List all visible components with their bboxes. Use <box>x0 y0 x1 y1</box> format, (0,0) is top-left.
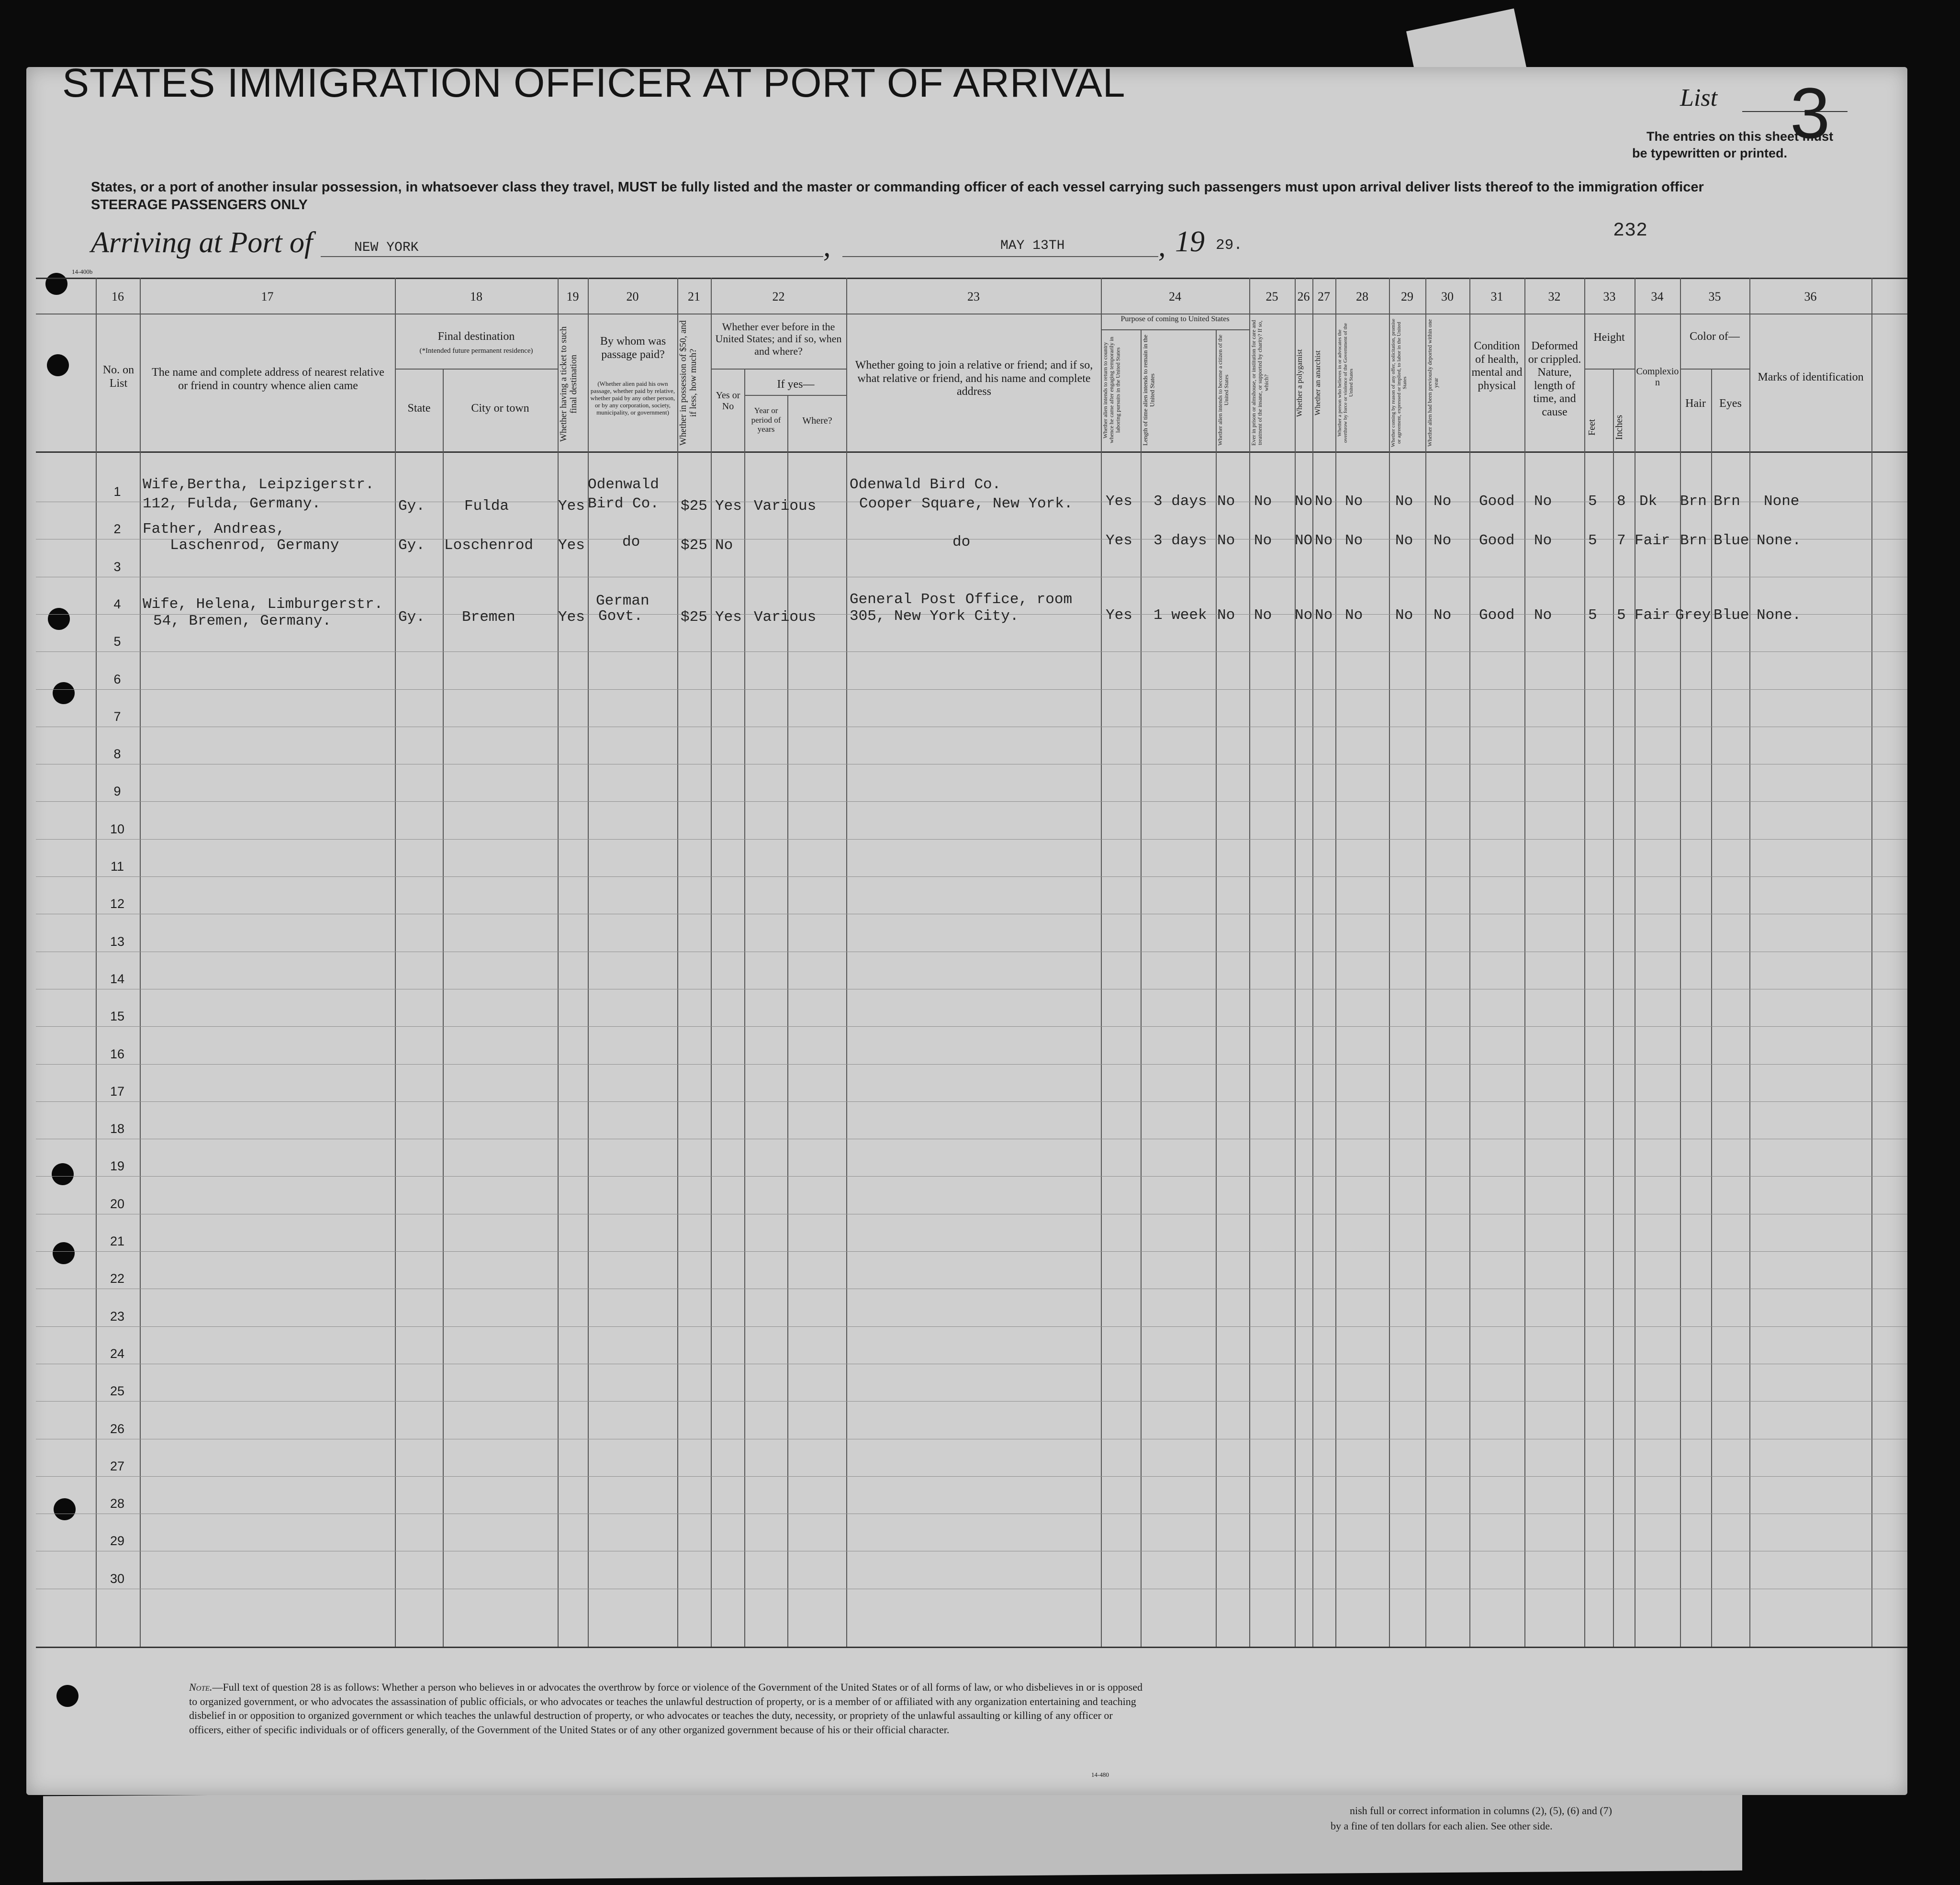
column-rule <box>1335 278 1336 1647</box>
header-ticket: Whether having a ticket to such final destination <box>559 326 579 442</box>
row-number: 14 <box>110 972 125 986</box>
row-rule <box>36 1176 1907 1177</box>
subheader-rule <box>711 369 846 370</box>
purpose-return-cell: Yes <box>1106 607 1132 624</box>
row-number: 26 <box>110 1422 125 1436</box>
complexion-cell: Fair <box>1635 532 1670 549</box>
polygamist-cell: No <box>1295 607 1313 624</box>
column-rule <box>1141 329 1142 1647</box>
header-purpose-citizen: Whether alien intends to become a citizen of the United States <box>1217 335 1230 446</box>
footer-form-code: 14-480 <box>1091 1771 1109 1778</box>
relative-line: Wife,Bertha, Leipzigerstr. <box>143 476 374 493</box>
purpose-return-cell: Yes <box>1106 532 1132 549</box>
column-rule <box>1711 369 1712 1647</box>
row-number: 7 <box>113 709 121 724</box>
comma: , <box>1158 230 1166 263</box>
header-complexion: Complexion <box>1636 366 1679 388</box>
table-bottom-rule <box>36 1647 1907 1648</box>
header-before-us: Whether ever before in the United States; and if so, when and where? <box>715 321 842 357</box>
manifest-sheet <box>26 67 1907 1795</box>
anarchist-cell: No <box>1315 532 1333 549</box>
column-rule <box>1613 369 1614 1647</box>
row-rule <box>36 1064 1907 1065</box>
column-number: 26 <box>1297 290 1310 303</box>
city-cell: Fulda <box>464 498 509 515</box>
join-cell: Odenwald Bird Co. <box>850 476 1001 493</box>
feet-cell: 5 <box>1588 532 1597 549</box>
eyes-cell: Brn <box>1714 493 1740 510</box>
column-rule <box>395 278 396 1647</box>
passage-cell: Bird Co. <box>588 495 659 512</box>
date-line <box>842 256 1158 257</box>
comma: , <box>823 230 831 263</box>
feet-cell: 5 <box>1588 493 1597 510</box>
column-rule <box>1312 278 1313 1647</box>
row-rule <box>36 1251 1907 1252</box>
header-height: Height <box>1593 331 1625 344</box>
header-purpose: Purpose of coming to United States <box>1120 315 1230 323</box>
column-number: 25 <box>1266 290 1278 303</box>
column-rule <box>558 278 559 1647</box>
money-cell: $25 <box>681 498 707 515</box>
row-number: 29 <box>110 1534 125 1548</box>
column-number: 30 <box>1441 290 1454 303</box>
column-rule <box>1389 278 1390 1647</box>
before-cell: Yes <box>715 609 742 626</box>
header-anarchist: Whether an anarchist <box>1314 350 1322 415</box>
column-rule <box>140 278 141 1647</box>
bottom-text: nish full or correct information in columns (2), (5), (6) and (7) <box>1350 1805 1613 1817</box>
header-nearest-relative: The name and complete address of nearest relative or friend in country whence alien came <box>152 366 384 392</box>
deformed-cell: No <box>1534 493 1552 510</box>
subheader-rule <box>395 369 558 370</box>
feet-cell: 5 <box>1588 607 1597 624</box>
column-number: 24 <box>1169 290 1181 303</box>
row-number: 13 <box>110 934 125 949</box>
header-no-on-list: No. on List <box>102 364 134 390</box>
typewritten-note: The entries on this sheet must <box>1646 129 1834 144</box>
port-value: NEW YORK <box>354 240 419 255</box>
column-number: 27 <box>1318 290 1330 303</box>
row-rule <box>36 876 1907 877</box>
inches-cell: 7 <box>1617 532 1626 549</box>
row-number: 22 <box>110 1271 125 1286</box>
row-number: 1 <box>113 484 121 499</box>
row-rule <box>36 1401 1907 1402</box>
typewritten-note: be typewritten or printed. <box>1632 146 1788 160</box>
before-cell: Yes <box>715 498 742 515</box>
ticket-cell: Yes <box>558 498 585 515</box>
inches-cell: 5 <box>1617 607 1626 624</box>
row-number: 16 <box>110 1047 125 1061</box>
col30-cell: No <box>1434 493 1452 510</box>
join-cell: Cooper Square, New York. <box>859 495 1073 512</box>
header-color-of: Color of— <box>1690 330 1740 343</box>
column-rule <box>1749 278 1750 1647</box>
ticket-cell: Yes <box>558 537 585 554</box>
anarchist-cell: No <box>1315 607 1333 624</box>
column-number: 36 <box>1804 290 1817 303</box>
col28-cell: No <box>1345 532 1363 549</box>
row-rule <box>36 1326 1907 1327</box>
underlying-page-bottom <box>43 1784 1742 1883</box>
complexion-cell: Dk <box>1639 493 1658 510</box>
page-number: 232 <box>1613 220 1648 242</box>
header-feet: Feet <box>1587 419 1597 436</box>
header-purpose-return: Whether alien intends to return to country whence he came after engaging temporarily in laboring pursuits in the United States <box>1102 337 1121 444</box>
header-health: Condition of health, mental and physical <box>1471 340 1523 392</box>
form-title: STATES IMMIGRATION OFFICER AT PORT OF ARRIVAL <box>62 60 1126 105</box>
purpose-citizen-cell: No <box>1217 607 1235 624</box>
complexion-cell: Fair <box>1635 607 1670 624</box>
row-rule <box>36 651 1907 652</box>
prison-cell: No <box>1254 493 1272 510</box>
header-marks: Marks of identification <box>1758 371 1864 383</box>
arriving-label: Arriving at Port of <box>91 226 313 259</box>
row-number: 9 <box>113 784 121 798</box>
column-rule <box>1295 278 1296 1647</box>
header-polygamist: Whether a polygamist <box>1296 349 1304 417</box>
note-text: —Full text of question 28 is as follows: Whether a person who believes in or advocates the overthrow by force or violence of the Government of the United States or of all forms of law, or who disbelieves in or is opposed to organized government, or who advocates the assassination of public officials, or who advocates or teaches the unlawful destruction of property, or is a member of or affiliated with any organization entertaining and teaching disbelief in or opposition to organized government or which teaches the unlawful destruction of property, or who advocates or teaches the duty, necessity, or propriety of the unlawful assaulting or killing of any officer or officers, either of specific individuals or of officers generally, of the Government of the United States or of any other organized government because of his or their official character. <box>189 1681 1143 1736</box>
deformed-cell: No <box>1534 607 1552 624</box>
col28-cell: No <box>1345 607 1363 624</box>
purpose-return-cell: Yes <box>1106 493 1132 510</box>
subheader-rule <box>1584 369 1635 370</box>
column-rule <box>96 278 97 1647</box>
note-label: Note. <box>189 1681 213 1693</box>
header-bottom-rule <box>36 451 1907 453</box>
row-number: 12 <box>110 897 125 911</box>
relative-line: 54, Bremen, Germany. <box>153 613 332 629</box>
subheader-rule <box>1101 329 1249 330</box>
row-number: 17 <box>110 1084 125 1099</box>
row-number: 30 <box>110 1571 125 1586</box>
header-money: Whether in possession of $50, and if less, how much? <box>678 320 698 446</box>
relative-line: 112, Fulda, Germany. <box>143 495 321 512</box>
polygamist-cell: No <box>1295 493 1313 510</box>
column-number: 29 <box>1401 290 1413 303</box>
column-rule <box>1524 278 1525 1647</box>
header-eyes: Eyes <box>1719 397 1742 410</box>
column-number: 19 <box>566 290 579 303</box>
eyes-cell: Blue <box>1714 532 1749 549</box>
column-number: 34 <box>1651 290 1664 303</box>
row-number: 27 <box>110 1459 125 1473</box>
column-rule <box>744 369 745 1647</box>
polygamist-cell: NO <box>1295 532 1313 549</box>
col28-cell: No <box>1345 493 1363 510</box>
column-rule <box>787 395 788 1647</box>
list-label: List <box>1680 84 1718 112</box>
passage-cell: German <box>596 593 650 609</box>
question-28-note <box>189 1680 1146 1737</box>
passenger-class: STEERAGE PASSENGERS ONLY <box>91 197 308 213</box>
purpose-citizen-cell: No <box>1217 532 1235 549</box>
relative-line: Father, Andreas, <box>143 521 285 538</box>
row-number: 28 <box>110 1496 125 1511</box>
health-cell: Good <box>1479 607 1515 624</box>
relative-line: Laschenrod, Germany <box>170 537 339 554</box>
state-cell: Gy. <box>398 498 425 515</box>
row-number: 11 <box>110 859 124 874</box>
column-rule <box>1469 278 1470 1647</box>
row-number: 6 <box>113 672 121 686</box>
city-cell: Bremen <box>462 609 515 626</box>
bottom-text: by a fine of ten dollars for each alien. See other side. <box>1331 1820 1553 1832</box>
row-number: 2 <box>113 522 121 536</box>
header-yes-no: Yes or No <box>716 390 740 412</box>
binding-hole <box>53 682 75 704</box>
passage-cell: Govt. <box>598 608 643 625</box>
col29-cell: No <box>1395 532 1413 549</box>
binding-hole <box>54 1498 76 1520</box>
header-inches: Inches <box>1614 415 1624 440</box>
row-number: 15 <box>110 1009 125 1023</box>
marks-cell: None. <box>1757 532 1802 549</box>
ticket-cell: Yes <box>558 609 585 626</box>
column-rule <box>1584 278 1585 1647</box>
header-prison: Ever in prison or almshouse, or institution for care and treatment of the insane, or supported by charity? If so, which? <box>1250 320 1270 446</box>
form-code: 14-400b <box>72 268 93 275</box>
binding-hole <box>56 1685 78 1707</box>
anarchist-cell: No <box>1315 493 1333 510</box>
year-prefix: 19 <box>1175 225 1205 258</box>
form-subtitle: States, or a port of another insular possession, in whatsoever class they travel, MUST be fully listed and the master or commanding officer of each vessel carrying such passengers must upon arrival deliver lists thereof to the immigration officer <box>91 180 1704 195</box>
column-number: 22 <box>772 290 785 303</box>
column-rule <box>1680 278 1681 1647</box>
column-number: 18 <box>470 290 482 303</box>
table-top-rule <box>36 278 1907 279</box>
header-city: City or town <box>471 402 529 415</box>
eyes-cell: Blue <box>1714 607 1749 624</box>
column-rule <box>1249 278 1250 1647</box>
row-rule <box>36 839 1907 840</box>
header-hair: Hair <box>1685 397 1706 410</box>
column-rule <box>1425 278 1426 1647</box>
header-purpose-length: Length of time alien intends to remain in the United States <box>1142 335 1156 446</box>
header-state: State <box>407 402 431 415</box>
row-number: 21 <box>110 1234 125 1248</box>
subheader-rule <box>744 395 846 396</box>
purpose-length-cell: 3 days <box>1154 532 1207 549</box>
column-number: 16 <box>112 290 124 303</box>
column-rule <box>1216 329 1217 1647</box>
row-number: 25 <box>110 1384 125 1398</box>
col30-cell: No <box>1434 532 1452 549</box>
column-number: 21 <box>688 290 700 303</box>
period-cell: Various <box>754 609 817 626</box>
header-col30: Whether alien had been previously deported within one year <box>1426 319 1440 447</box>
row-number: 10 <box>110 822 125 836</box>
list-number: 3 <box>1790 73 1830 153</box>
col30-cell: No <box>1434 607 1452 624</box>
row-number: 3 <box>113 560 121 574</box>
before-cell: No <box>715 537 733 554</box>
health-cell: Good <box>1479 532 1515 549</box>
header-year-period: Year or period of years <box>751 406 781 434</box>
relative-line: Wife, Helena, Limburgerstr. <box>143 596 383 613</box>
health-cell: Good <box>1479 493 1515 510</box>
binding-hole <box>45 273 67 295</box>
header-where: Where? <box>802 415 832 426</box>
inches-cell: 8 <box>1617 493 1626 510</box>
year-suffix: 29. <box>1216 237 1243 254</box>
header-passage: By whom was passage paid? <box>600 335 666 361</box>
prison-cell: No <box>1254 607 1272 624</box>
deformed-cell: No <box>1534 532 1552 549</box>
column-number: 33 <box>1603 290 1616 303</box>
passage-cell: Odenwald <box>588 476 659 493</box>
binding-hole <box>53 1242 75 1264</box>
header-joining: Whether going to join a relative or friend; and if so, what relative or friend, and his name and complete address <box>855 359 1093 398</box>
binding-hole <box>48 608 70 630</box>
money-cell: $25 <box>681 609 707 626</box>
purpose-length-cell: 1 week <box>1154 607 1207 624</box>
col29-cell: No <box>1395 493 1413 510</box>
hair-cell: Grey <box>1675 607 1711 624</box>
port-line <box>321 256 823 257</box>
column-rule <box>1871 278 1872 1647</box>
hair-cell: Brn <box>1680 532 1707 549</box>
column-rule <box>443 369 444 1647</box>
column-number: 17 <box>261 290 274 303</box>
header-col29: Whether coming by reason of any offer, solicitation, promise or agreement, expressed or implied, to labor in the United States <box>1390 318 1408 448</box>
state-cell: Gy. <box>398 609 425 626</box>
row-rule <box>36 689 1907 690</box>
row-number: 18 <box>110 1122 125 1136</box>
purpose-length-cell: 3 days <box>1154 493 1207 510</box>
binding-hole <box>47 354 69 376</box>
row-number: 19 <box>110 1159 125 1173</box>
passage-cell: do <box>622 534 640 550</box>
marks-cell: None <box>1764 493 1800 510</box>
money-cell: $25 <box>681 537 707 554</box>
column-number: 23 <box>967 290 980 303</box>
column-number: 20 <box>626 290 639 303</box>
header-if-yes: If yes— <box>777 378 815 391</box>
column-number: 31 <box>1490 290 1503 303</box>
row-number: 24 <box>110 1346 125 1361</box>
header-final-destination-note: (*Intended future permanent residence) <box>419 347 533 355</box>
column-number: 28 <box>1356 290 1368 303</box>
column-rule <box>846 278 847 1647</box>
header-col28: Whether a person who believes in or advocates the overthrow by force or violence of the Government of the United States <box>1337 323 1355 443</box>
join-cell: General Post Office, room <box>850 591 1073 608</box>
row-number: 8 <box>113 747 121 761</box>
purpose-citizen-cell: No <box>1217 493 1235 510</box>
row-rule <box>36 801 1907 802</box>
prison-cell: No <box>1254 532 1272 549</box>
column-rule <box>677 278 678 1647</box>
row-number: 20 <box>110 1197 125 1211</box>
marks-cell: None. <box>1757 607 1802 624</box>
row-rule <box>36 1026 1907 1027</box>
row-number: 4 <box>113 597 121 611</box>
column-rule <box>1101 278 1102 1647</box>
column-number: 32 <box>1548 290 1561 303</box>
subheader-rule <box>1680 369 1749 370</box>
state-cell: Gy. <box>398 537 425 554</box>
row-rule <box>36 1476 1907 1477</box>
city-cell: Loschenrod <box>444 537 534 554</box>
row-number: 23 <box>110 1309 125 1324</box>
col29-cell: No <box>1395 607 1413 624</box>
row-rule <box>36 1101 1907 1102</box>
header-deformed: Deformed or crippled. Nature, length of time, and cause <box>1528 340 1581 418</box>
date-value: MAY 13TH <box>1000 238 1065 253</box>
join-cell: 305, New York City. <box>850 608 1019 625</box>
join-cell: do <box>952 534 971 550</box>
period-cell: Various <box>754 498 817 515</box>
header-final-destination: Final destination <box>437 330 515 343</box>
header-passage-note: (Whether alien paid his own passage, whether paid by relative, whether paid by any other person, or by any corporation, society, municipality, or government) <box>590 380 675 416</box>
hair-cell: Brn <box>1680 493 1707 510</box>
column-rule <box>711 278 712 1647</box>
binding-hole <box>52 1163 74 1185</box>
row-number: 5 <box>113 634 121 649</box>
column-number: 35 <box>1708 290 1721 303</box>
